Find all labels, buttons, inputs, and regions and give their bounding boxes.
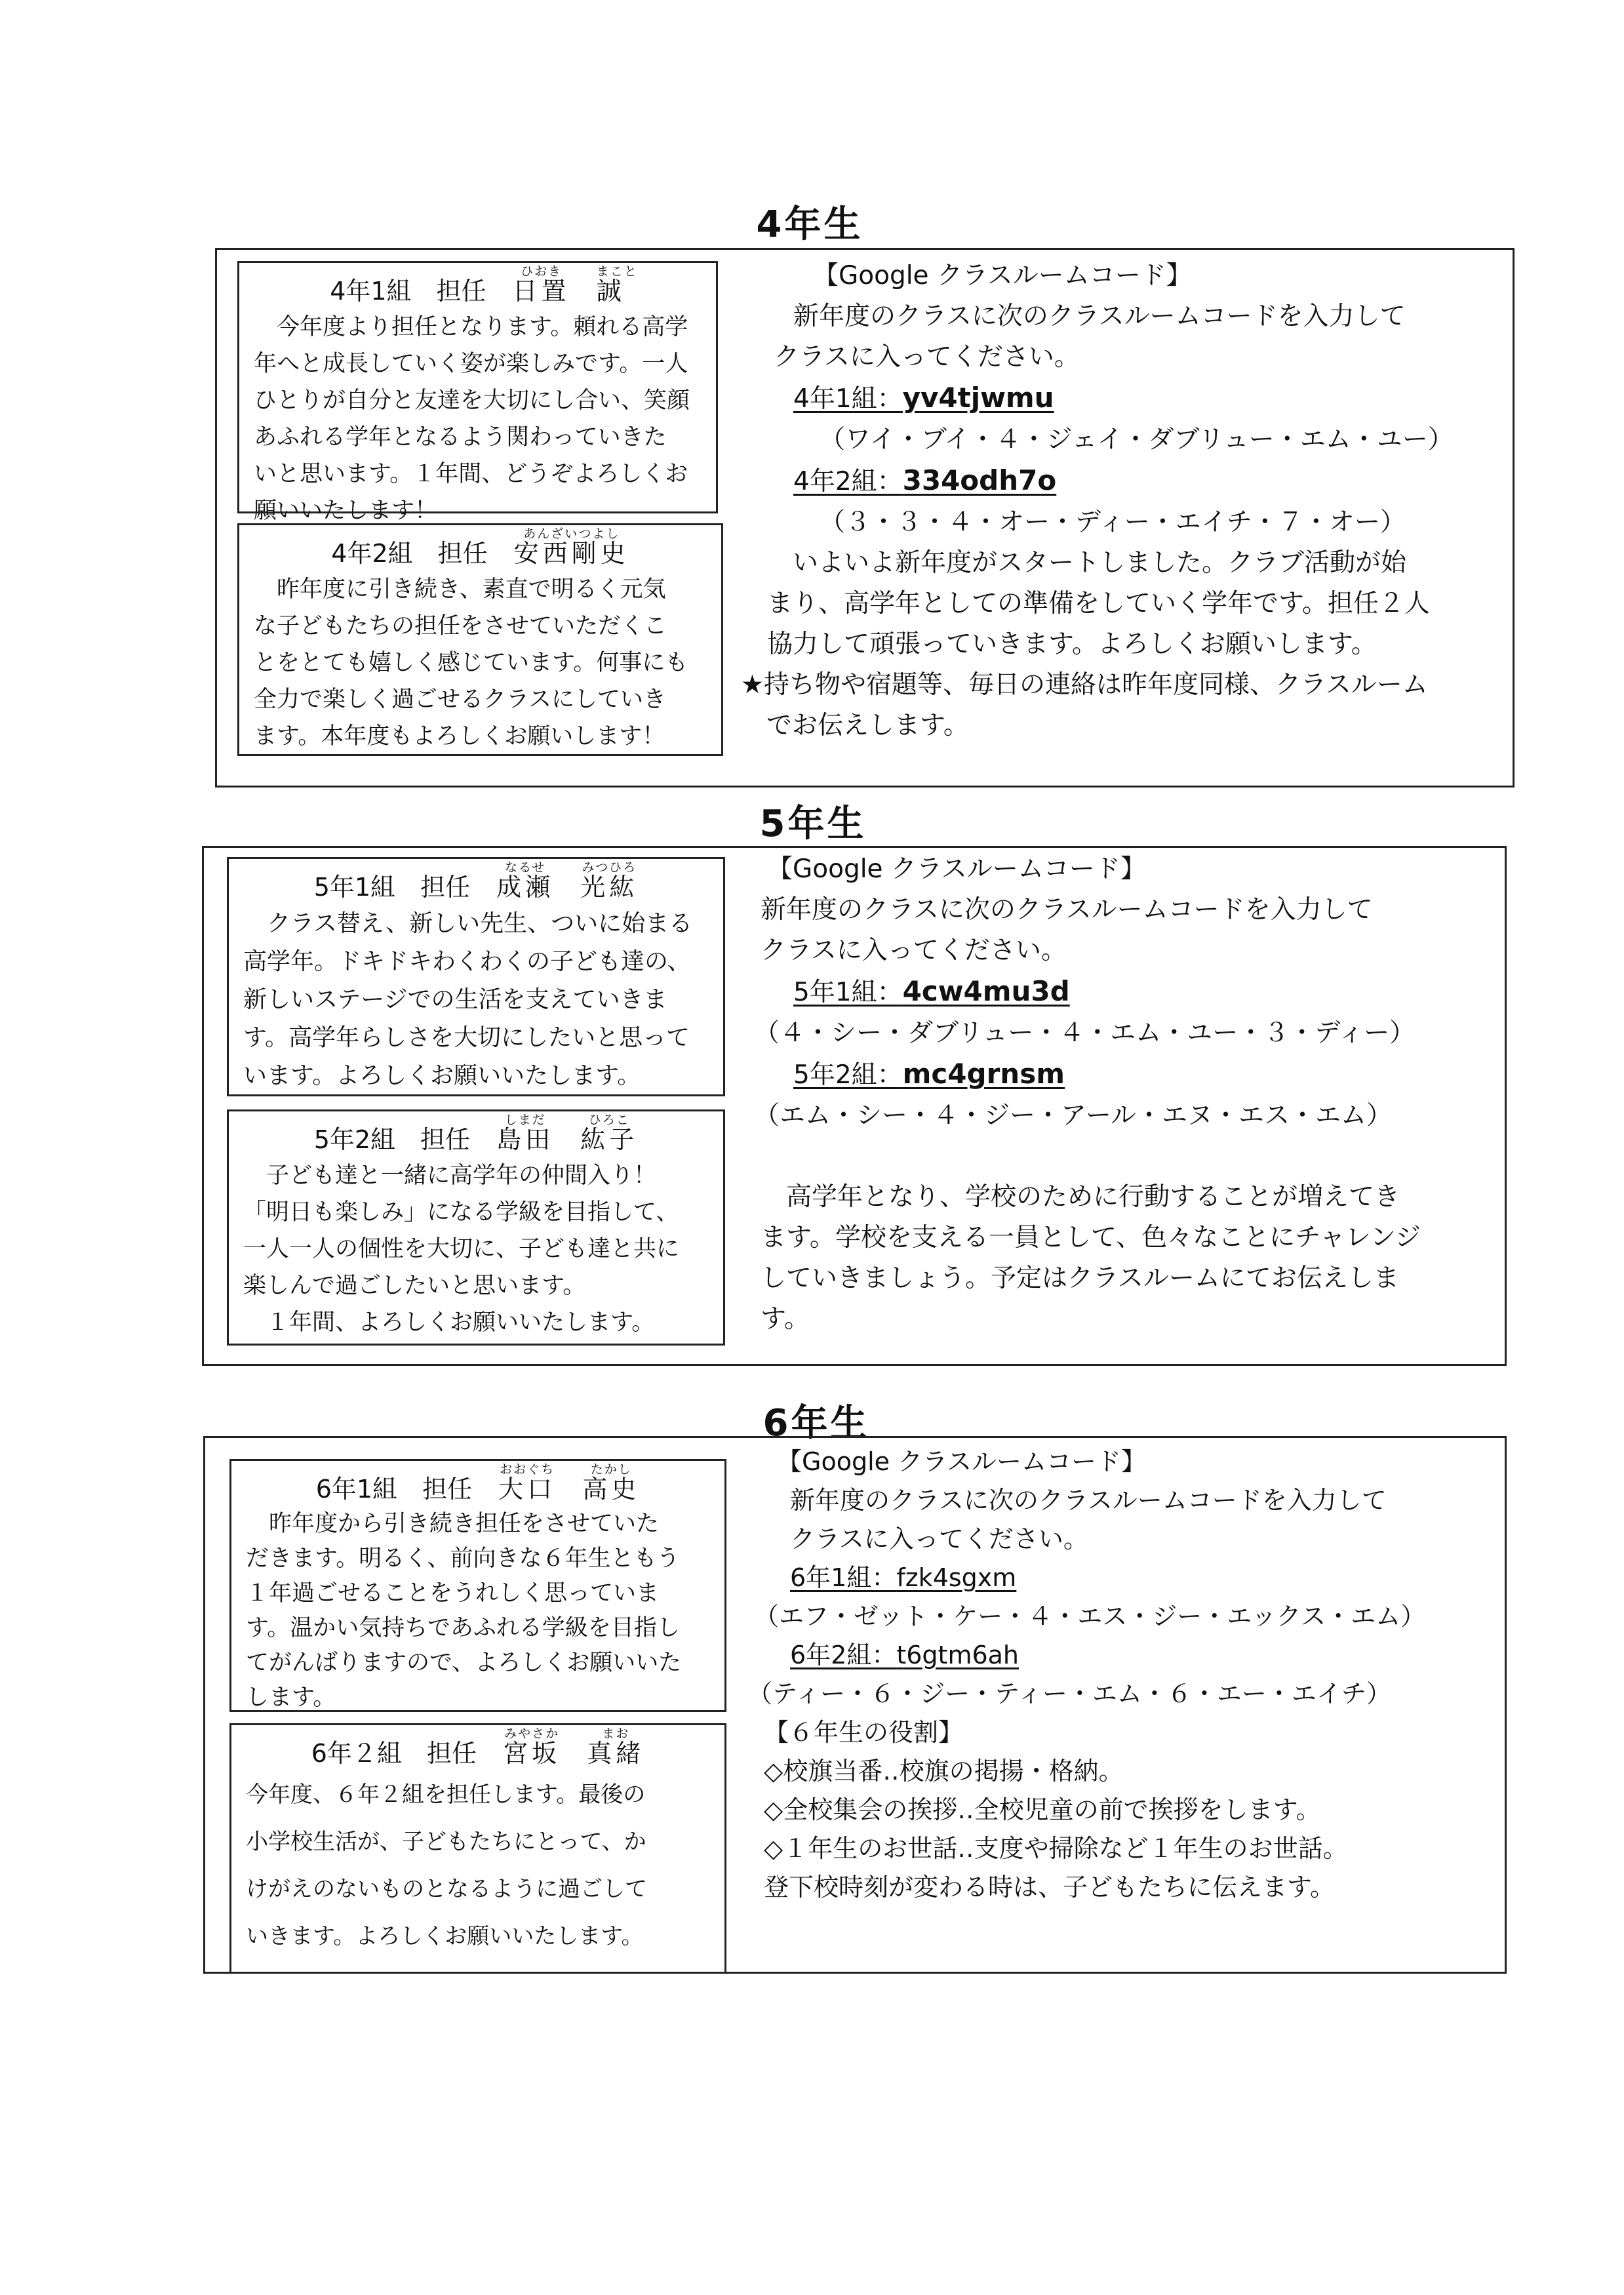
name-reading: ひろこ	[588, 1113, 630, 1127]
name-reading: まこと	[596, 264, 638, 279]
name-reading: たかし	[590, 1462, 632, 1477]
class-label: 5年2組 担任	[313, 1125, 471, 1154]
teacher-given-name: 紘子	[580, 1125, 639, 1154]
class-code-label: 4年1組：	[793, 384, 903, 414]
class-label: 4年1組 担任	[330, 277, 486, 306]
grade-4-classroom-info	[741, 256, 1508, 746]
teacher-message: 昨年度に引き続き、素直で明るく元気 な子どもたちの担任をさせていただくこ とをとても嬉しく感じています。何事にも 全力で楽しく過ごせるクラスにしていき ます。本年度もよろしくお願いします！	[254, 576, 688, 749]
class-label: 4年2組 担任	[331, 539, 488, 568]
classroom-heading: 【Google クラスルームコード】	[767, 854, 1146, 884]
name-reading: まお	[602, 1726, 630, 1741]
teacher-message: 今年度より担任となります。頼れる高学 年へと成長していく姿が楽しみです。一人 ひとりが自分と友達を大切にし合い、笑顔 あふれる学年となるよう関わっていきた いと思います。１年間、どうぞよろしくお 願いいたします！	[254, 314, 690, 524]
class-code[interactable]: yv4tjwmu	[902, 382, 1054, 414]
teacher-given-name: 光紘	[580, 873, 639, 902]
teacher-surname: 島田	[496, 1125, 555, 1154]
grade-note: ★持ち物や宿題等、毎日の連絡は昨年度同様、クラスルーム でお伝えします。	[741, 670, 1428, 740]
class-code-reading: （エフ・ゼット・ケー・４・エス・ジー・エックス・エム）	[754, 1602, 1426, 1631]
name-reading: ひおき	[521, 264, 563, 279]
class-code-label: 6年2組：	[790, 1641, 897, 1669]
teacher-given-name: 高史	[582, 1475, 641, 1504]
class-code-reading: （ティー・６・ジー・ティー・エム・６・エー・エイチ）	[747, 1679, 1391, 1708]
class-code-row-2	[767, 460, 1508, 502]
teacher-header	[254, 264, 702, 308]
teacher-message: クラス替え、新しい先生、ついに始まる 高学年。ドキドキわくわくの子ども達の、 新しいステージでの生活を支えていきま す。高学年らしさを大切にしたいと思って います。よろしくお願いいたします。	[243, 910, 693, 1089]
class-code[interactable]: 334odh7o	[902, 464, 1057, 496]
teacher-given-name: 真緒	[587, 1739, 645, 1768]
grade-5-class-2-teacher-box	[227, 1109, 725, 1346]
teacher-given-name: 誠	[596, 277, 625, 306]
teacher-surname: 宮坂	[503, 1739, 561, 1768]
grade-4-class-1-teacher-box	[237, 261, 718, 524]
class-code-row-1	[767, 378, 1508, 420]
class-code-row-2	[747, 1636, 1501, 1675]
role-item: ◇校旗当番‥校旗の掲揚・格納。	[764, 1757, 1124, 1786]
grade-6-class-2-teacher-box	[229, 1723, 726, 1974]
classroom-intro-2: クラスに入ってください。	[774, 342, 1080, 372]
name-reading: みつひろ	[582, 860, 637, 875]
class-code[interactable]: mc4grnsm	[902, 1058, 1065, 1090]
class-code-label: 6年1組：	[790, 1563, 897, 1592]
name-reading: あんざいつよし	[523, 527, 620, 541]
name-reading: みやさか	[504, 1726, 560, 1741]
grade-6-classroom-info	[747, 1443, 1501, 1907]
roles-heading: 【６年生の役割】	[764, 1718, 964, 1747]
teacher-header	[246, 1462, 710, 1506]
grade-5-title: 5年生	[759, 803, 867, 845]
class-code-reading: （ワイ・ブイ・４・ジェイ・ダブリュー・エム・ユー）	[820, 425, 1454, 454]
grade-4-class-2-teacher-box	[237, 523, 723, 756]
class-code-reading: （エム・シー・４・ジー・アール・エヌ・エス・エム）	[754, 1101, 1393, 1130]
grade-5-classroom-info	[754, 849, 1501, 1340]
grade-message: いよいよ新年度がスタートしました。クラブ活動が始 まり、高学年としての準備をしていく学年です。担任２人 協力して頑張っていきます。よろしくお願いします。	[767, 548, 1430, 659]
classroom-heading: 【Google クラスルームコード】	[813, 261, 1192, 290]
teacher-surname: 成瀬	[496, 873, 555, 902]
teacher-surname: 日置	[512, 277, 570, 306]
name-reading: なるせ	[504, 860, 546, 875]
class-code-reading: （３・３・４・オー・ディー・エイチ・７・オー）	[820, 508, 1406, 537]
teacher-message: 今年度、６年２組を担任します。最後の 小学校生活が、子どもたちにとって、か けがえのないものとなるように過ごして いきます。よろしくお願いいたします。	[246, 1782, 647, 1949]
class-code-label: 5年2組：	[793, 1060, 903, 1090]
class-label: 6年1組 担任	[315, 1475, 473, 1504]
teacher-header	[246, 1726, 710, 1770]
grade-5-class-1-teacher-box	[227, 857, 725, 1096]
grade-message: 高学年となり、学校のために行動することが増えてき ます。学校を支える一員として、色々なことにチャレンジ していきましょう。予定はクラスルームにてお伝えしま す。	[761, 1182, 1421, 1334]
teacher-header	[243, 1113, 709, 1156]
classroom-intro: 新年度のクラスに次のクラスルームコードを入力して	[790, 1486, 1387, 1515]
class-code[interactable]: 4cw4mu3d	[902, 975, 1070, 1007]
role-item: 登下校時刻が変わる時は、子どもたちに伝えます。	[764, 1873, 1335, 1902]
classroom-intro: 新年度のクラスに次のクラスルームコードを入力して	[793, 302, 1406, 331]
class-code-row-1	[754, 971, 1501, 1013]
class-code[interactable]: t6gtm6ah	[896, 1641, 1020, 1669]
grade-6-title: 6年生	[762, 1402, 870, 1445]
name-reading: しまだ	[504, 1113, 546, 1127]
class-code[interactable]: fzk4sgxm	[896, 1563, 1017, 1592]
teacher-message: 子ども達と一緒に高学年の仲間入り！ 「明日も楽しみ」になる学級を目指して、 一人一人の個性を大切に、子ども達と共に 楽しんで過ごしたいと思います。 １年間、よろしくお願いいたします。	[243, 1163, 680, 1336]
role-item: ◇全校集会の挨拶‥全校児童の前で挨拶をします。	[764, 1795, 1321, 1824]
role-item: ◇１年生のお世話‥支度や掃除など１年生のお世話。	[764, 1834, 1348, 1863]
teacher-header	[254, 527, 707, 570]
teacher-message: 昨年度から引き続き担任をさせていた だきます。明るく、前向きな６年生ともう １年過ごせることをうれしく思っていま す。温かい気持ちであふれる学級を目指し てがんばりますので、よろしくお願いいた します。	[246, 1511, 682, 1711]
teacher-header	[243, 860, 709, 904]
class-label: 6年２組 担任	[311, 1739, 477, 1768]
classroom-intro: 新年度のクラスに次のクラスルームコードを入力して	[761, 895, 1373, 925]
class-code-label: 5年1組：	[793, 978, 903, 1007]
grade-4-title: 4年生	[756, 203, 863, 246]
teacher-name: 安西剛史	[513, 539, 629, 568]
name-reading: おおぐち	[500, 1462, 555, 1477]
class-label: 5年1組 担任	[313, 873, 471, 902]
classroom-intro-2: クラスに入ってください。	[761, 936, 1067, 965]
classroom-intro-2: クラスに入ってください。	[790, 1525, 1088, 1553]
class-code-label: 4年2組：	[793, 467, 903, 496]
grade-6-class-1-teacher-box	[229, 1459, 726, 1712]
class-code-reading: （４・シー・ダブリュー・４・エム・ユー・３・ディー）	[754, 1018, 1416, 1048]
classroom-heading: 【Google クラスルームコード】	[777, 1447, 1146, 1476]
class-code-row-2	[754, 1054, 1501, 1096]
class-code-row-1	[747, 1559, 1501, 1597]
teacher-surname: 大口	[498, 1475, 557, 1504]
